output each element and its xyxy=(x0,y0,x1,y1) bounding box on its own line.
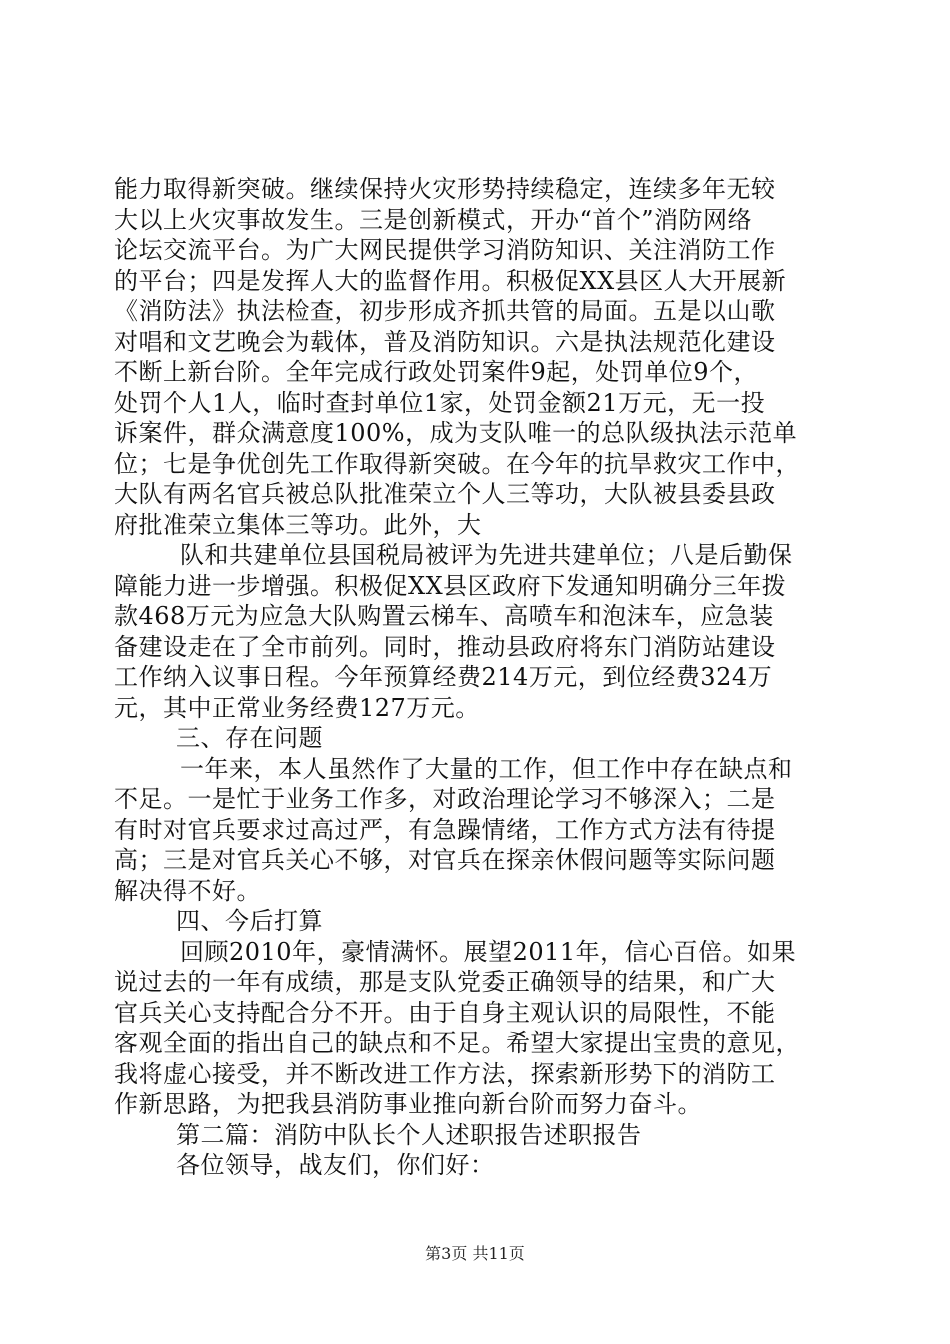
text-line: 对唱和文艺晚会为载体，普及消防知识。六是执法规范化建设 xyxy=(114,327,776,356)
text-line: 说过去的一年有成绩，那是支队党委正确领导的结果，和广大 xyxy=(114,968,776,996)
text-line: 障能力进一步增强。积极促XX县区政府下发通知明确分三年拨 xyxy=(114,571,787,600)
text-line: 款468万元为应急大队购置云梯车、高喷车和泡沫车，应急装 xyxy=(114,602,774,630)
text-line: 一年来，本人虽然作了大量的工作，但工作中存在缺点和 xyxy=(180,754,793,783)
text-line: 不足。一是忙于业务工作多，对政治理论学习不够深入；二是 xyxy=(114,785,776,813)
text-line: 作新思路，为把我县消防事业推向新台阶而努力奋斗。 xyxy=(114,1090,702,1118)
text-line: 我将虚心接受，并不断改进工作方法，探索新形势下的消防工 xyxy=(114,1059,776,1088)
text-line: 府批准荣立集体三等功。此外，大 xyxy=(114,510,482,539)
text-line: 的平台；四是发挥人大的监督作用。积极促XX县区人大开展新 xyxy=(114,266,787,295)
text-line: 工作纳入议事日程。今年预算经费214万元，到位经费324万 xyxy=(114,663,773,691)
text-line: 能力取得新突破。继续保持火灾形势持续稳定，连续多年无较 xyxy=(114,175,776,203)
section-heading: 第二篇：消防中队长个人述职报告述职报告 xyxy=(176,1120,642,1149)
section-heading: 三、存在问题 xyxy=(176,724,323,752)
text-line: 不断上新台阶。全年完成行政处罚案件9起，处罚单位9个， xyxy=(114,358,759,386)
text-line: 元，其中正常业务经费127万元。 xyxy=(114,693,480,722)
text-line: 有时对官兵要求过高过严，有急躁情绪，工作方式方法有待提 xyxy=(114,815,776,844)
text-line: 队和共建单位县国税局被评为先进共建单位；八是后勤保 xyxy=(180,541,793,569)
text-line: 备建设走在了全市前列。同时，推动县政府将东门消防站建设 xyxy=(114,632,776,661)
text-line: 大队有两名官兵被总队批准荣立个人三等功，大队被县委县政 xyxy=(114,480,776,508)
text-line: 官兵关心支持配合分不开。由于自身主观认识的局限性，不能 xyxy=(114,998,776,1027)
text-line: 处罚个人1人，临时查封单位1家，处罚金额21万元，无一投 xyxy=(114,388,766,417)
section-heading: 四、今后打算 xyxy=(176,907,323,935)
text-line: 位；七是争优创先工作取得新突破。在今年的抗旱救灾工作中， xyxy=(114,449,800,478)
text-line: 高；三是对官兵关心不够，对官兵在探亲休假问题等实际问题 xyxy=(114,846,776,874)
greeting-line: 各位领导，战友们，你们好： xyxy=(176,1151,495,1179)
page-number: 第3页 共11页 xyxy=(425,1244,525,1263)
text-line: 大以上火灾事故发生。三是创新模式，开办“首个”消防网络 xyxy=(114,205,753,234)
text-line: 诉案件，群众满意度100%，成为支队唯一的总队级执法示范单 xyxy=(114,419,798,447)
text-line: 回顾2010年，豪情满怀。展望2011年，信心百倍。如果 xyxy=(180,937,797,966)
text-line: 论坛交流平台。为广大网民提供学习消防知识、关注消防工作 xyxy=(114,236,776,264)
text-line: 客观全面的指出自己的缺点和不足。希望大家提出宝贵的意见， xyxy=(114,1029,800,1057)
text-line: 《消防法》执法检查，初步形成齐抓共管的局面。五是以山歌 xyxy=(114,297,776,325)
text-line: 解决得不好。 xyxy=(114,876,261,905)
page-footer xyxy=(0,1244,950,1264)
